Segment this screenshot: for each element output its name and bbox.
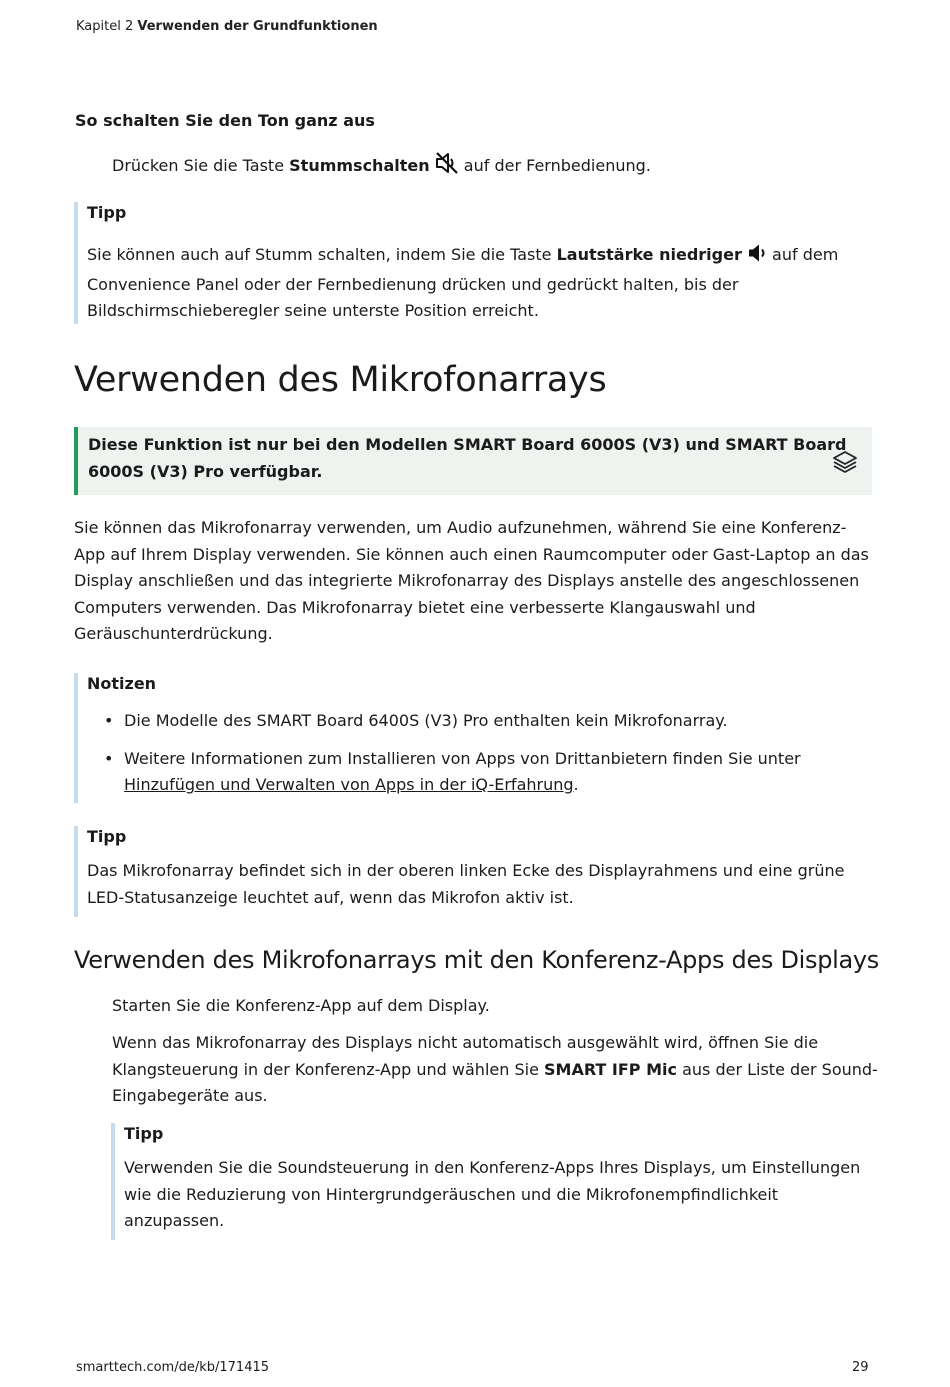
footer-url: smarttech.com/de/kb/171415 bbox=[76, 1360, 270, 1375]
tip-text: Das Mikrofonarray befindet sich in der oberen linken Ecke des Displayrahmens und eine grüne LED-Statusanzeige leuchtet auf, wenn das Mikrofon aktiv ist. bbox=[87, 861, 845, 907]
tip-title: Tipp bbox=[87, 203, 127, 222]
mute-procedure-title: So schalten Sie den Ton ganz aus bbox=[75, 111, 375, 130]
list-item: • Weitere Informationen zum Installieren von Apps von Drittanbietern finden Sie unter Hinzufügen und Verwalten von Apps in der iQ-Erfahrung. bbox=[87, 746, 801, 799]
tip-callout-volume bbox=[74, 202, 838, 324]
running-header bbox=[76, 19, 378, 34]
mikrofonarray-description: Sie können das Mikrofonarray verwenden, um Audio aufzunehmen, während Sie eine Konferenz- App auf Ihrem Display verwenden. Sie können auch einen Raumcomputer oder Gast-Laptop an das Display anschließen und das integrierte Mikrofonarray des Displays anstelle des angeschlossenen Computers verwenden. Das Mikrofonarray bietet eine verbesserte Klangauswahl und Geräuschunterdrückung. bbox=[74, 518, 869, 643]
notes-list bbox=[87, 708, 801, 799]
section-heading-mikrofonarray: Verwenden des Mikrofonarrays bbox=[74, 360, 607, 400]
volume-down-icon bbox=[747, 243, 767, 272]
tip-text: Verwenden Sie die Soundsteuerung in den Konferenz-Apps Ihres Displays, um Einstellungen wie die Reduzierung von Hintergrundgeräuschen und die Mikrofonempfindlichkeit anzupassen. bbox=[124, 1158, 861, 1230]
tip-text: Sie können auch auf Stumm schalten, indem Sie die Taste Lautstärke niedriger auf dem Convenience Panel oder der Fernbedienung drücken und gedrückt halten, bis der Bildschirmschieberegler seine unterste Position erreicht. bbox=[87, 245, 839, 320]
page-number: 29 bbox=[852, 1360, 869, 1375]
tip-title: Tipp bbox=[87, 827, 127, 846]
section-heading-konferenz-apps: Verwenden des Mikrofonarrays mit den Konferenz-Apps des Displays bbox=[74, 946, 880, 974]
chapter-prefix: Kapitel 2 bbox=[76, 19, 134, 34]
feature-availability-note: Diese Funktion ist nur bei den Modellen SMART Board 6000S (V3) und SMART Board 6000S (V3) Pro verfügbar. bbox=[74, 427, 872, 495]
tip-callout-soundsteuerung bbox=[111, 1123, 860, 1240]
chapter-title: Verwenden der Grundfunktionen bbox=[137, 19, 378, 34]
layers-icon bbox=[832, 449, 858, 475]
list-item: • Die Modelle des SMART Board 6400S (V3) Pro enthalten kein Mikrofonarray. bbox=[87, 708, 801, 735]
mute-icon bbox=[435, 152, 459, 183]
apps-management-link[interactable]: Hinzufügen und Verwalten von Apps in der iQ-Erfahrung bbox=[124, 775, 574, 794]
notes-callout bbox=[74, 673, 801, 803]
mute-step: Drücken Sie die Taste Stummschalten auf der Fernbedienung. bbox=[112, 152, 651, 183]
conference-step-select-mic: Wenn das Mikrofonarray des Displays nicht automatisch ausgewählt wird, öffnen Sie die Klangsteuerung in der Konferenz-App und wählen Sie SMART IFP Mic aus der Liste der Sound- Eingabegeräte aus. bbox=[112, 1033, 878, 1105]
tip-title: Tipp bbox=[124, 1124, 164, 1143]
conference-step-start: Starten Sie die Konferenz-App auf dem Display. bbox=[112, 996, 490, 1015]
tip-callout-mikrofon bbox=[74, 826, 844, 917]
notes-title: Notizen bbox=[87, 674, 157, 693]
